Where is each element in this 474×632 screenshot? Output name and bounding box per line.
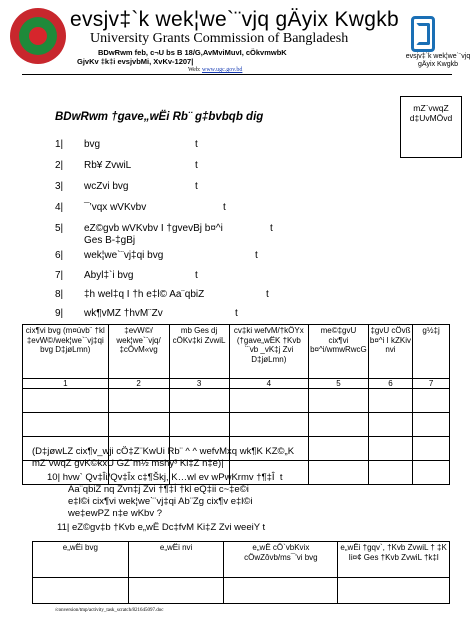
item-colon: t [195, 160, 198, 171]
item-number: 8| [55, 289, 64, 300]
column-number: 3 [169, 379, 229, 389]
table-header-row [33, 542, 450, 578]
question-11: 11| eZ©gv‡b †Kvb e„wË Dc‡fvM Ki‡Z Zvi weeiY t [57, 522, 266, 533]
item-label: Rb¥ ZvwiL [84, 160, 132, 171]
address-line-1: BDwRwm feb, c¬U bs B 18/G,AvMviMuvI, cÖkvmwbK [98, 48, 287, 57]
table-cell[interactable] [309, 389, 369, 413]
table-cell[interactable] [368, 389, 412, 413]
item-label: Abyl‡`i bvg [84, 270, 134, 281]
table-header-row [23, 325, 450, 379]
column-number: 7 [413, 379, 450, 389]
question-colon: t [279, 472, 283, 483]
government-seal-icon [10, 8, 66, 64]
table-cell[interactable] [128, 578, 224, 604]
table-cell[interactable] [309, 413, 369, 437]
column-number: 6 [368, 379, 412, 389]
item-label: ¯’vqx wVKvbv [84, 202, 147, 213]
item-number: 3| [55, 181, 64, 192]
table-cell[interactable] [23, 389, 109, 413]
page-title: evsjv‡`k wek¦we`¨vjq gÄyix Kwgkb [70, 8, 399, 31]
question-10 [47, 472, 447, 520]
table-cell[interactable] [108, 389, 169, 413]
column-number: 5 [309, 379, 369, 389]
item-colon: t [266, 289, 269, 300]
table-header-cell: ‡evW©/ wek¦we`¨vjq/ ‡cÖvM«vg [108, 325, 169, 379]
web-link[interactable]: www.ugc.gov.bd [202, 67, 243, 73]
item-number: 4| [55, 202, 64, 213]
form-title: BDwRwm †gave„wËi Rb¨ g‡bvbqb dig [55, 111, 264, 123]
item-number: 6| [55, 250, 64, 261]
table-header-cell: e„wËi nvi [128, 542, 224, 578]
table-row [23, 389, 450, 413]
table-cell[interactable] [169, 413, 229, 437]
item-colon: t [223, 202, 226, 213]
table-cell[interactable] [229, 413, 309, 437]
item-label: wek¦we`¨vj‡qi bvg [84, 250, 164, 261]
item-colon: t [195, 270, 198, 281]
table-cell[interactable] [108, 413, 169, 437]
table-header-cell: me©‡gvU cix¶vi b¤^i/wmwRwcG [309, 325, 369, 379]
item-label: wk¶vMZ †hvM¨Zv [84, 308, 163, 319]
item-colon: t [195, 181, 198, 192]
table-row [23, 413, 450, 437]
item-label: bvg [84, 139, 101, 150]
item-number: 1| [55, 139, 64, 150]
table-row [33, 578, 450, 604]
table-cell[interactable] [33, 578, 129, 604]
scholarship-table [32, 541, 450, 604]
table-cell[interactable] [169, 389, 229, 413]
org-name-english: University Grants Commission of Bangladesh [90, 31, 349, 46]
question-text: we‡ewPZ n‡e wKbv ? [68, 508, 162, 519]
table-header-cell: cix¶vi bvg (m¤úvb¨ †kl ‡evW©/wek¦we`¨vj‡qi bvg D‡jøLmn) [23, 325, 109, 379]
item-colon: t [195, 139, 198, 150]
table-cell[interactable] [224, 578, 338, 604]
column-number: 2 [108, 379, 169, 389]
question-text: hvw` Qv‡Îi/Qv‡Îx c‡¶Škj, K…wl ev wPwKrmv †¶‡Î [62, 472, 275, 483]
column-number: 4 [229, 379, 309, 389]
table-header-cell: e„wË cÖ`vbKvix cÖwZôvb/ms¯'vi bvg [224, 542, 338, 578]
header-divider [22, 74, 452, 75]
question-text: e‡l©i cix¶vi wek¦we`¨vj‡qi Ab¨Zg cix¶v e‡l©i [68, 496, 253, 507]
table-cell[interactable] [413, 389, 450, 413]
photo-box: mZ¨vwqZ d‡UvMÖvd [400, 96, 462, 158]
item-number: 5| [55, 223, 64, 234]
logo-caption: evsjv‡`k wek¦we`¨vjq gÄyix Kwgkb [405, 53, 471, 68]
question-text: Aa¨qbiZ nq Zvn‡j Zvi †¶‡Î †kl eQ‡ii c~‡e©i [68, 484, 249, 495]
table-cell[interactable] [338, 578, 450, 604]
address-line-2: GjvKv ‡k‡i evsjvbMi, XvKv-1207| [77, 57, 194, 66]
web-label: Web: [188, 67, 201, 73]
item-colon: t [255, 250, 258, 261]
website-line [188, 67, 242, 73]
question-number: 10| [47, 472, 61, 483]
column-number: 1 [23, 379, 109, 389]
table-header-cell: ‡gvU cÖvß b¤^i I kZKiv nvi [368, 325, 412, 379]
item-colon: t [235, 308, 238, 319]
table-header-cell: g½‡j [413, 325, 450, 379]
note-line: mZ¨vwqZ gvK©kxU GZ`m½ mshy³ Ki‡Z n‡e)| [32, 458, 224, 469]
table-cell[interactable] [23, 413, 109, 437]
item-label: eZ©gvb wVKvbv I †gvevBj b¤^i [84, 223, 223, 234]
note-text [32, 446, 452, 470]
footer-path: /conversion/tmp/activity_task_scratch/821645097.doc [55, 608, 164, 613]
table-header-cell: e„wËi bvg [33, 542, 129, 578]
item-colon: t [270, 223, 273, 234]
note-line: (D‡jøwLZ cix¶v_wji cÖ‡Z¨KwUi Rb¨ ^ ^ wefvMxq wk¶K KZ©„K [32, 446, 295, 457]
item-label-cont: Ges B-‡gBj [84, 235, 136, 246]
item-label: ‡h wel‡q I †h e‡l© Aa¨qbiZ [84, 289, 205, 300]
item-number: 2| [55, 160, 64, 171]
item-number: 7| [55, 270, 64, 281]
item-label: wcZvi bvg [84, 181, 129, 192]
table-header-cell: e„wËi †gqv`, †Kvb ZvwiL † ‡K Ii¤¢ Ges †Kvb ZvwiL †k‡l [338, 542, 450, 578]
table-cell[interactable] [413, 413, 450, 437]
table-number-row [23, 379, 450, 389]
table-header-cell: mb Ges dj cÖKv‡ki ZvwiL [169, 325, 229, 379]
table-cell[interactable] [229, 389, 309, 413]
table-header-cell: cv‡ki wefvM/†kÖYx (†gave„wËK †Kvb `¨vb _vK‡j Zvi D‡jøLmn) [229, 325, 309, 379]
item-number: 9| [55, 308, 64, 319]
table-cell[interactable] [368, 413, 412, 437]
